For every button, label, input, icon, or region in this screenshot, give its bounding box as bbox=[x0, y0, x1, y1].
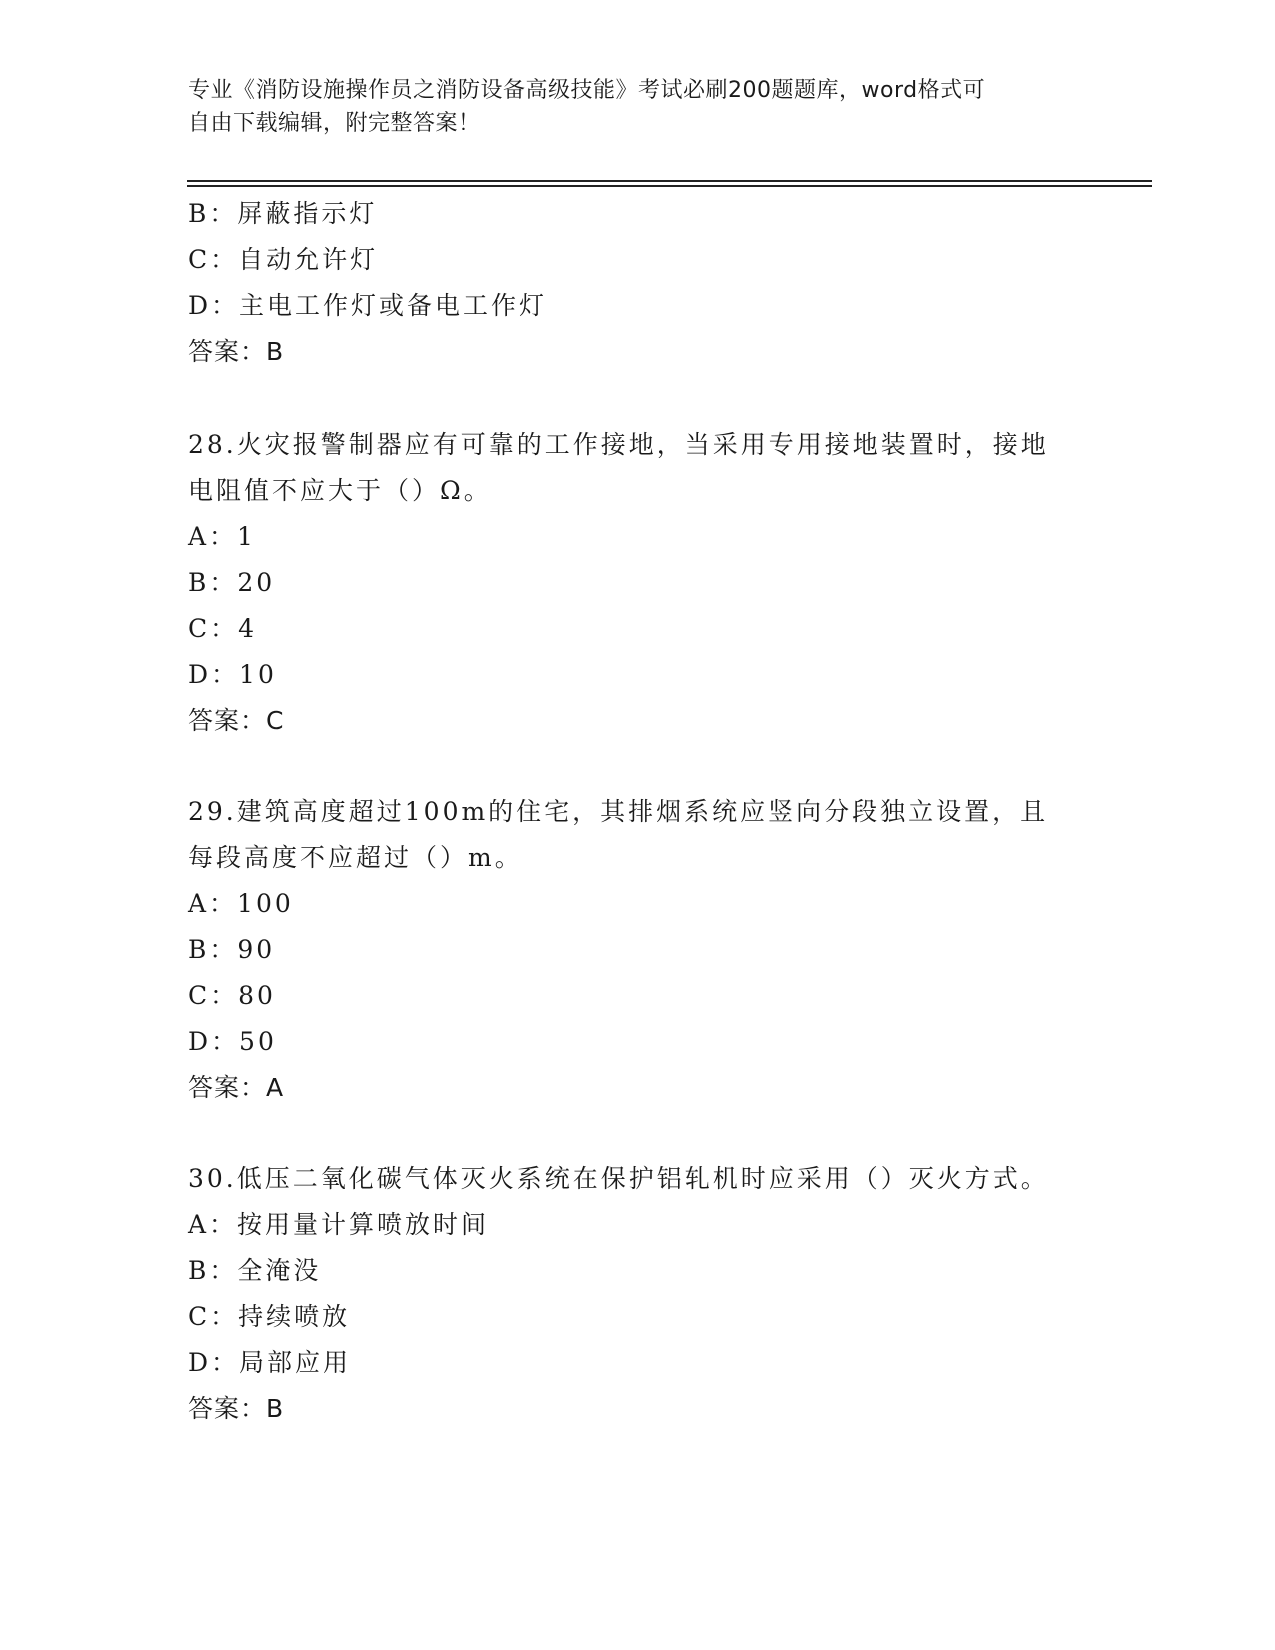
q29-stem-line-2: 每段高度不应超过（）m。 bbox=[188, 843, 523, 872]
q30-stem-line-1: 30.低压二氧化碳气体灭火系统在保护铝轧机时应采用（）灭火方式。 bbox=[188, 1164, 1049, 1193]
q29-option-b: B：90 bbox=[188, 935, 276, 964]
q29-option-a: A：100 bbox=[188, 889, 294, 918]
q30-answer: 答案：B bbox=[188, 1394, 285, 1423]
q28-option-c: C：4 bbox=[188, 614, 258, 643]
q30-option-d: D：局部应用 bbox=[188, 1348, 352, 1377]
q27-option-c: C：自动允许灯 bbox=[188, 245, 379, 274]
q27-option-b: B：屏蔽指示灯 bbox=[188, 199, 378, 228]
q30-option-b: B：全淹没 bbox=[188, 1256, 322, 1285]
document-header bbox=[188, 74, 1068, 140]
q30-option-c: C：持续喷放 bbox=[188, 1302, 351, 1331]
q29-option-c: C：80 bbox=[188, 981, 276, 1010]
q29-answer: 答案：A bbox=[188, 1073, 285, 1102]
q27-option-d: D：主电工作灯或备电工作灯 bbox=[188, 291, 548, 320]
q28-option-d: D：10 bbox=[188, 660, 277, 689]
q28-answer: 答案：C bbox=[188, 706, 285, 735]
q28-stem-line-1: 28.火灾报警制器应有可靠的工作接地，当采用专用接地装置时，接地 bbox=[188, 430, 1049, 459]
q29-option-d: D：50 bbox=[188, 1027, 277, 1056]
q27-answer: 答案：B bbox=[188, 337, 285, 366]
header-line-1: 专业《消防设施操作员之消防设备高级技能》考试必刷200题题库，word格式可 bbox=[188, 78, 986, 103]
header-divider-top bbox=[187, 180, 1152, 182]
q28-option-b: B：20 bbox=[188, 568, 276, 597]
q28-option-a: A：1 bbox=[188, 522, 256, 551]
header-divider-bottom bbox=[187, 185, 1152, 187]
q29-stem-line-1: 29.建筑高度超过100m的住宅，其排烟系统应竖向分段独立设置，且 bbox=[188, 797, 1049, 826]
q28-stem-line-2: 电阻值不应大于（）Ω。 bbox=[188, 476, 492, 505]
q30-option-a: A：按用量计算喷放时间 bbox=[188, 1210, 490, 1239]
header-line-2: 自由下载编辑，附完整答案！ bbox=[188, 111, 481, 136]
